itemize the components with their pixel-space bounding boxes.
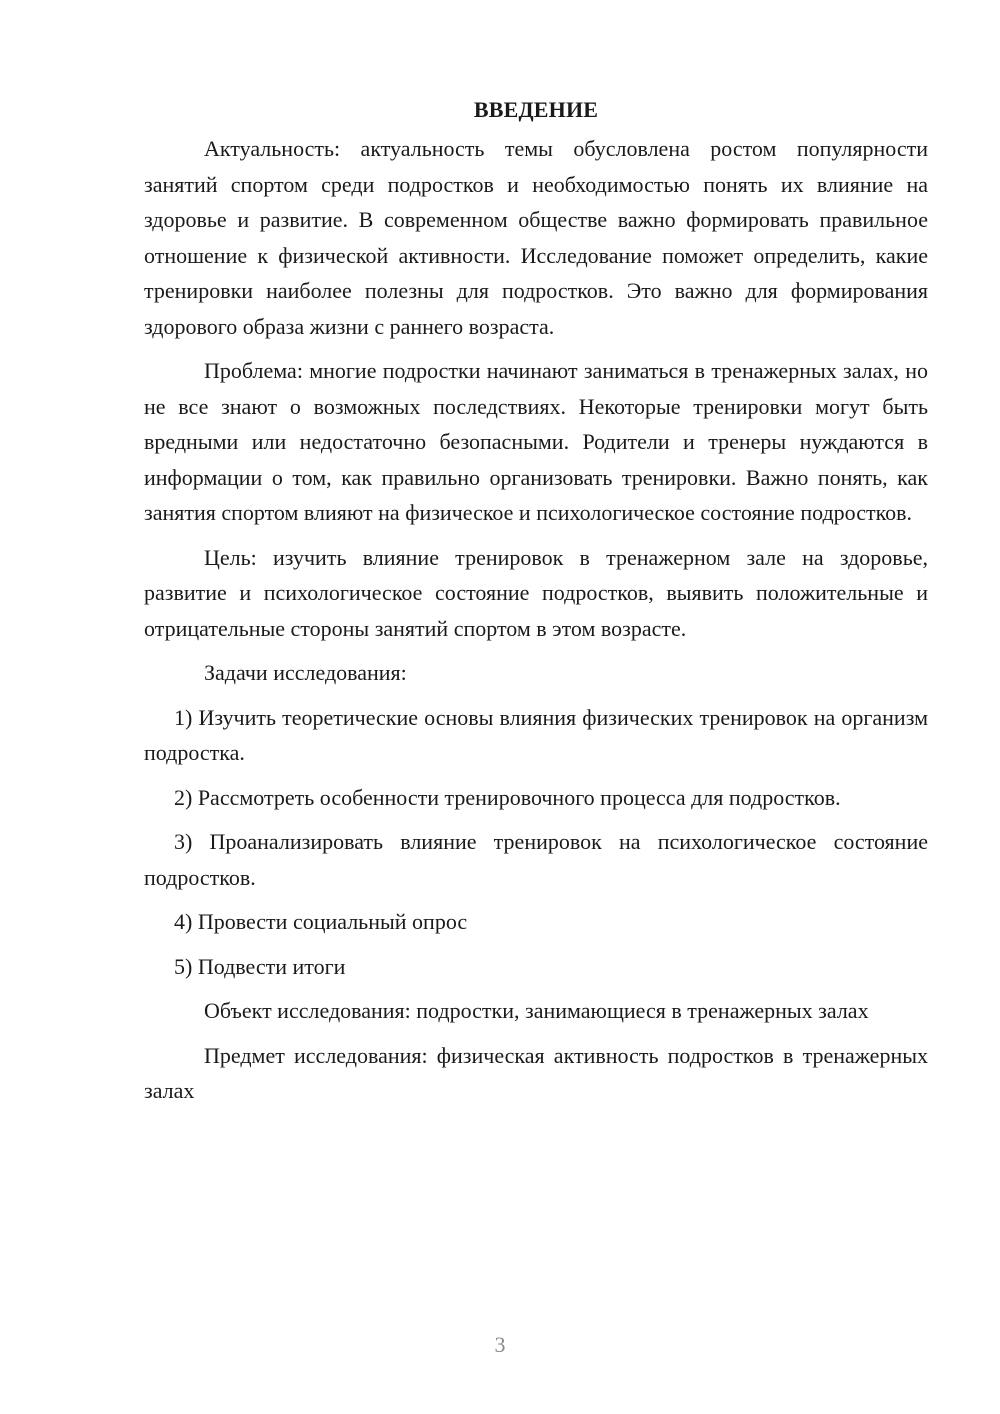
task-item-4: 4) Провести социальный опрос bbox=[174, 909, 468, 934]
tasks-heading: Задачи исследования: bbox=[204, 660, 407, 685]
task-item-5: 5) Подвести итоги bbox=[174, 953, 346, 979]
problem-paragraph: Проблема: многие подростки начинают заниматься в тренажерных залах, но не все знают о возможных последствиях. Некоторые тренировки могут быть вредными или недостаточно безопасными. Родители и тренеры нуждаются в информации о том, как правильно организовать тренировки. Важно понять, как занятия спортом влияют на физическое и психологическое состояние подростков. bbox=[144, 358, 928, 525]
task-item-3: 3) Проанализировать влияние тренировок на психологическое состояние подростков. bbox=[144, 829, 928, 890]
task-item-1: 1) Изучить теоретические основы влияния физических тренировок на организм подростка. bbox=[144, 704, 928, 765]
task-item-2: 2) Рассмотреть особенности тренировочного процесса для подростков. bbox=[174, 784, 841, 810]
subject-paragraph: Предмет исследования: физическая активность подростков в тренажерных залах bbox=[144, 1042, 928, 1103]
goal-paragraph: Цель: изучить влияние тренировок в тренажерном зале на здоровье, развитие и психологическое состояние подростков, выявить положительные и отрицательные стороны занятий спортом в этом возрасте. bbox=[144, 544, 928, 641]
page-number: 3 bbox=[494, 1332, 506, 1357]
relevance-paragraph: Актуальность: актуальность темы обусловлена ростом популярности занятий спортом среди подростков и необходимостью понять их влияние на здоровье и развитие. В современном обществе важно формировать правильное отношение к физической активности. Исследование поможет определить, какие тренировки наиболее полезны для подростков. Это важно для формирования здорового образа жизни с раннего возраста. bbox=[144, 136, 928, 339]
document-page bbox=[144, 92, 928, 1118]
page-title: ВВЕДЕНИЕ bbox=[473, 97, 599, 122]
object-paragraph: Объект исследования: подростки, занимающиеся в тренажерных залах bbox=[204, 998, 869, 1023]
